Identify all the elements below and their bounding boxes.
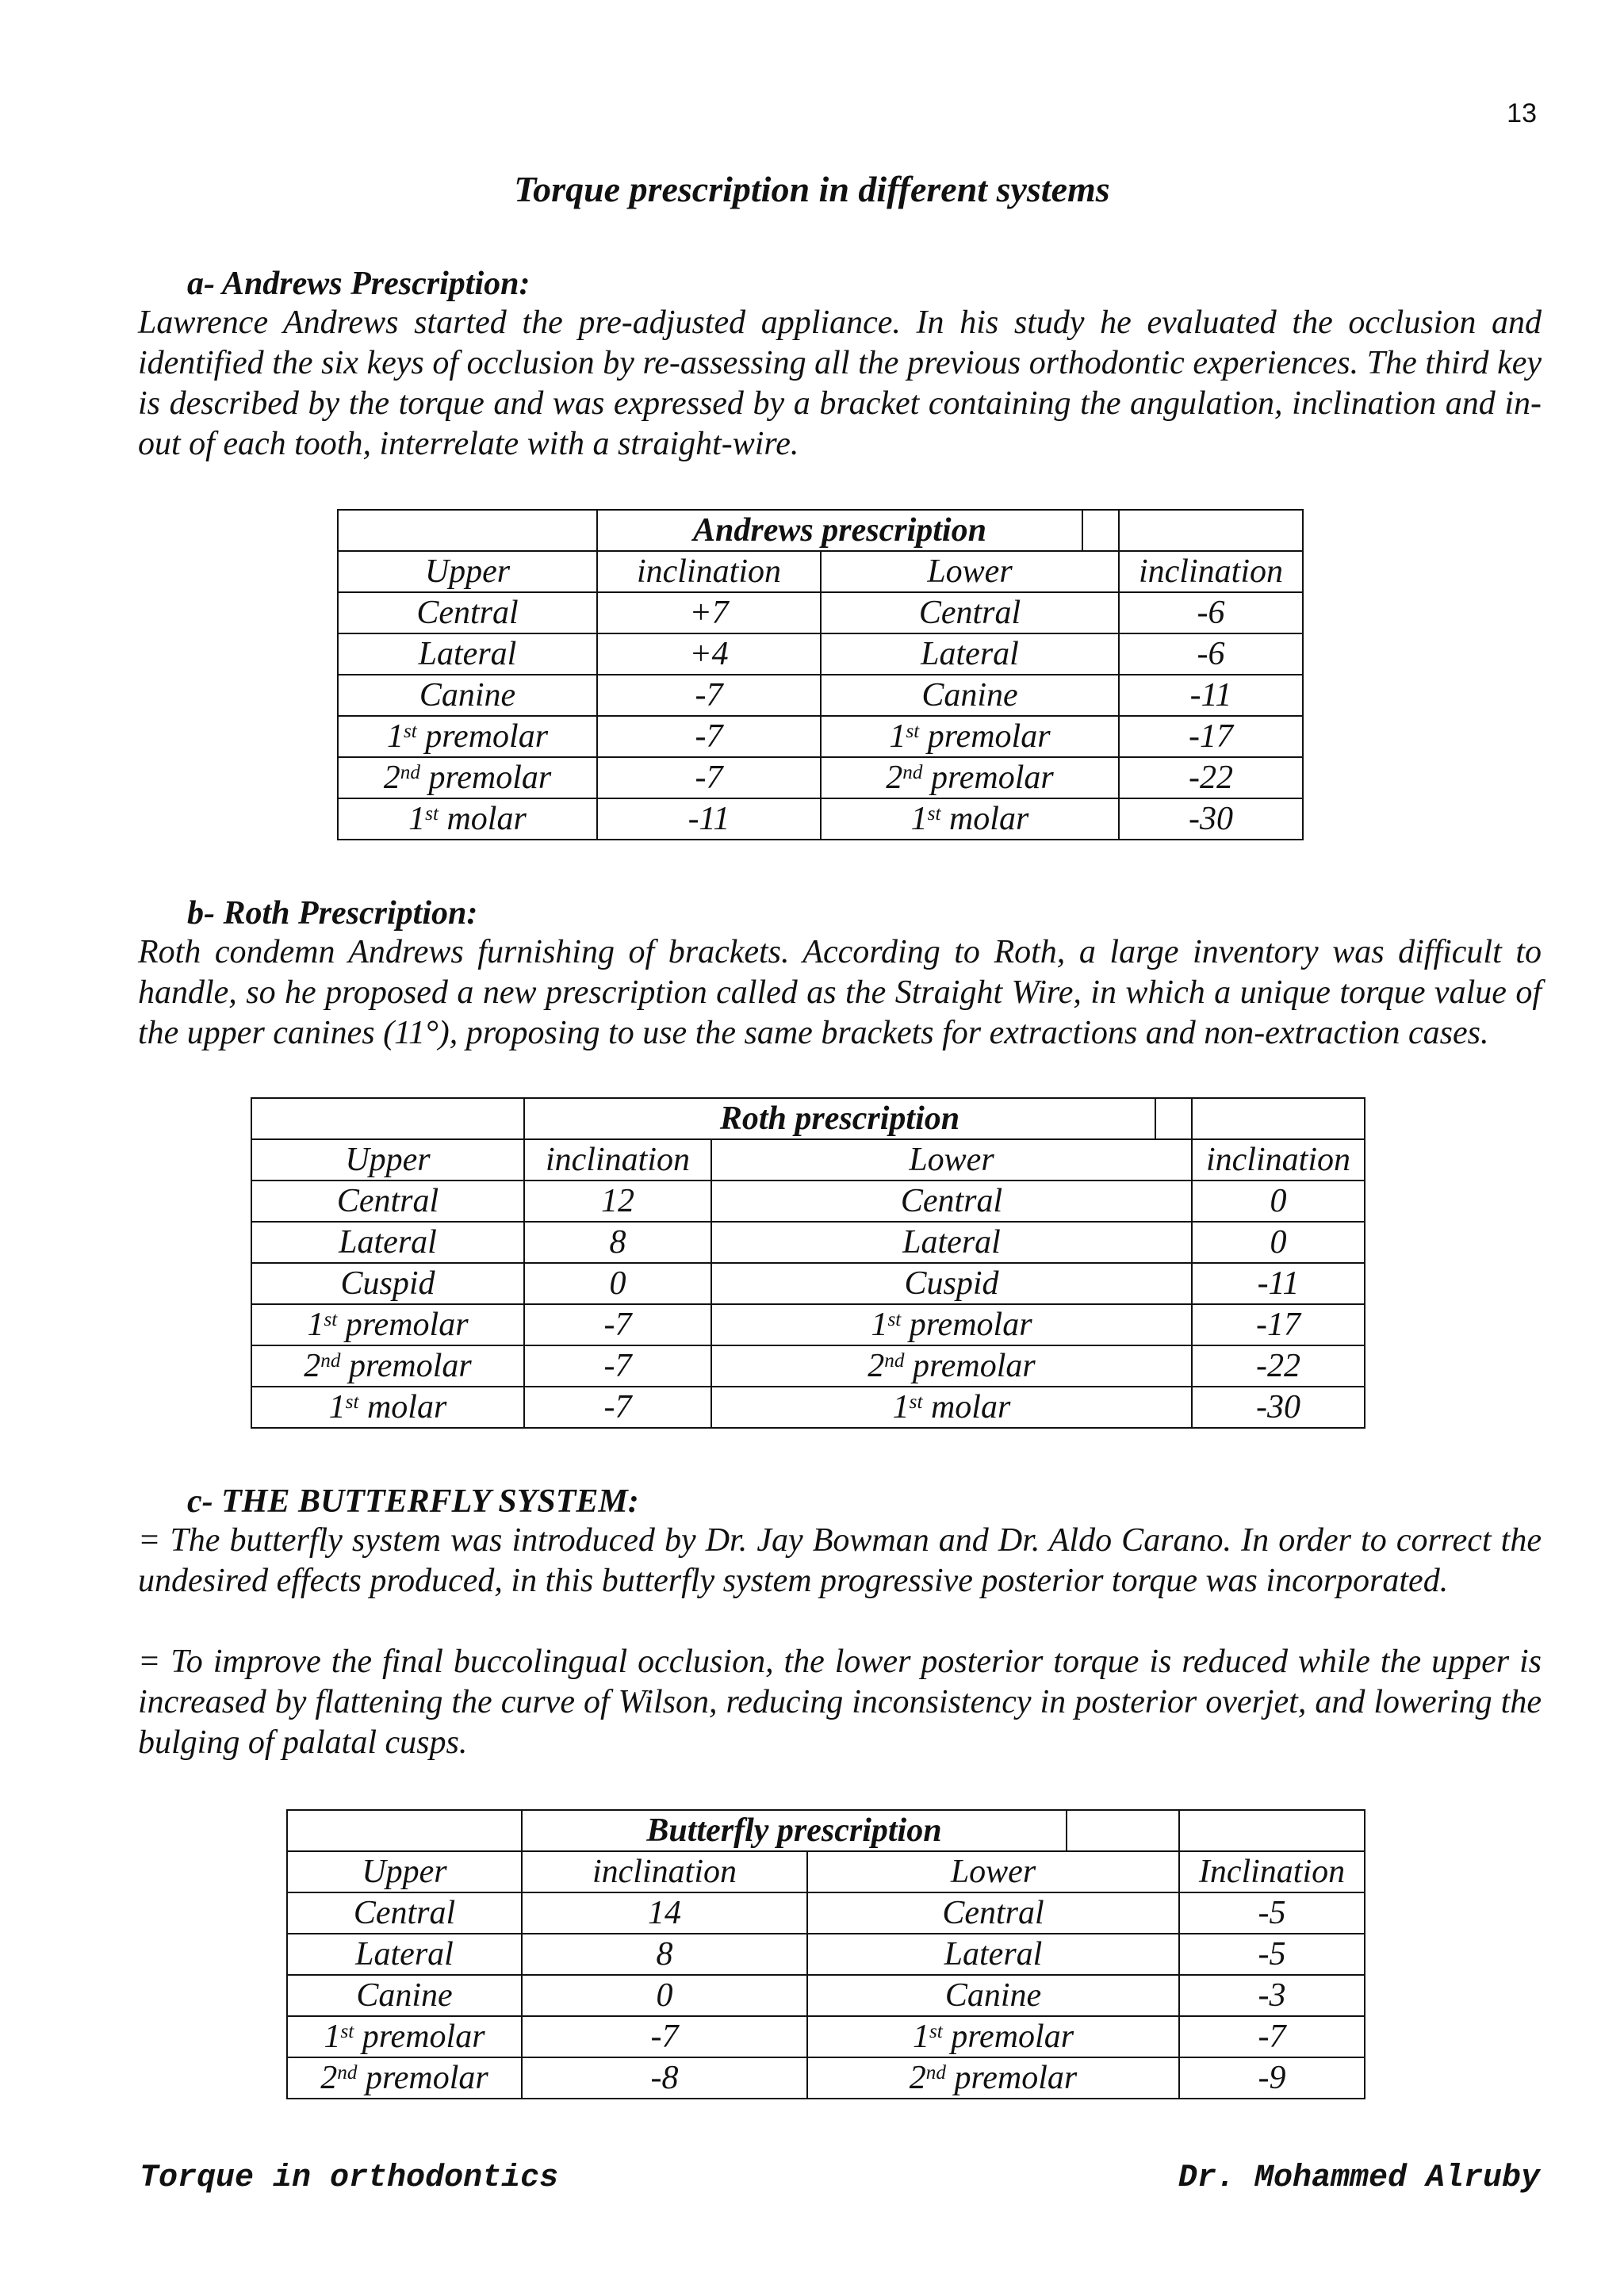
table-cell: -30 [1119,798,1303,840]
table-cell: -6 [1119,592,1303,633]
table-cell: Central [251,1181,524,1222]
table-cell: -17 [1192,1304,1365,1345]
table-cell: -7 [522,2016,807,2057]
table-cell: inclination [1119,551,1303,592]
table-cell: 2nd premolar [821,757,1119,798]
empty-cell [287,1810,522,1851]
table-cell: -3 [1179,1975,1365,2016]
page-title: Torque prescription in different systems [514,169,1110,209]
table-title-row [287,1810,1365,1851]
table-cell: Canine [821,675,1119,716]
table-cell: Canine [338,675,597,716]
roth-table [251,1097,1365,1429]
roth-paragraph: Roth condemn Andrews furnishing of brackets. According to Roth, a large inventory was difficult to handle, so he proposed a new prescription called as the Straight Wire, in which a unique torque value of the upper canines (11°), proposing to use the same brackets for extractions and non-extraction cases. [138,934,1542,1051]
table-row [287,2057,1365,2099]
table-cell: 1st premolar [338,716,597,757]
table-cell: 1st premolar [287,2016,522,2057]
table-cell: Central [807,1892,1179,1934]
table-row [251,1304,1365,1345]
empty-cell [1119,510,1303,551]
roth-heading: b- Roth Prescription: [187,895,478,932]
table-cell: Lateral [711,1222,1192,1263]
table-cell: Lateral [338,633,597,675]
table-cell: -7 [597,675,821,716]
table-header-row [251,1139,1365,1181]
table-row [338,675,1303,716]
table-cell: 2nd premolar [807,2057,1179,2099]
table-cell: 1st premolar [251,1304,524,1345]
table-title: Butterfly prescription [522,1810,1067,1851]
table-header-row [338,551,1303,592]
table-row [251,1263,1365,1304]
andrews-table [337,509,1304,840]
table-row [251,1387,1365,1428]
butterfly-heading: c- THE BUTTERFLY SYSTEM: [187,1483,639,1520]
table-cell: 1st molar [821,798,1119,840]
table-cell: 1st molar [251,1387,524,1428]
table-cell: -7 [1179,2016,1365,2057]
table-cell: 1st premolar [711,1304,1192,1345]
empty-cell [338,510,597,551]
table-cell: -17 [1119,716,1303,757]
table-cell: 1st premolar [821,716,1119,757]
table-cell: 0 [524,1263,711,1304]
table-cell: Central [711,1181,1192,1222]
table-cell: -7 [524,1345,711,1387]
table-cell: -5 [1179,1892,1365,1934]
table-cell: Lateral [251,1222,524,1263]
table-cell: 0 [1192,1222,1365,1263]
table-cell: -9 [1179,2057,1365,2099]
butterfly-paragraph-2: = To improve the final buccolingual occlusion, the lower posterior torque is reduced while the upper is increased by flattening the curve of Wilson, reducing inconsistency in posterior overjet, and lowering the bulging of palatal cusps. [138,1644,1542,1761]
table-title-row [338,510,1303,551]
table-cell: -6 [1119,633,1303,675]
empty-cell [251,1098,524,1139]
table-row [251,1345,1365,1387]
table-header-row [287,1851,1365,1892]
table-cell: 0 [1192,1181,1365,1222]
table-cell: 1st premolar [807,2016,1179,2057]
table-cell: Inclination [1179,1851,1365,1892]
table-cell: -11 [597,798,821,840]
footer-left: Torque in orthodontics [140,2160,559,2196]
table-cell: -22 [1119,757,1303,798]
table-cell: Cuspid [711,1263,1192,1304]
table-cell: -7 [597,716,821,757]
andrews-paragraph: Lawrence Andrews started the pre-adjusted appliance. In his study he evaluated the occlusion and identified the six keys of occlusion by re-assessing all the previous orthodontic experiences. The third key is described by the torque and was expressed by a bracket containing the angulation, inclination and in-out of each tooth, interrelate with a straight-wire. [138,304,1542,462]
table-cell: Upper [338,551,597,592]
empty-cell [1067,1810,1179,1851]
table-cell: inclination [522,1851,807,1892]
table-cell: -11 [1119,675,1303,716]
empty-cell [1179,1810,1365,1851]
table-cell: Lateral [807,1934,1179,1975]
table-cell: -8 [522,2057,807,2099]
table-cell: Lower [821,551,1119,592]
table-title: Roth prescription [524,1098,1155,1139]
empty-cell [1192,1098,1365,1139]
table-cell: -7 [524,1387,711,1428]
table-cell: Cuspid [251,1263,524,1304]
table-row [251,1222,1365,1263]
table-title: Andrews prescription [597,510,1082,551]
table-row [338,633,1303,675]
table-cell: Canine [287,1975,522,2016]
table-cell: Central [338,592,597,633]
andrews-heading: a- Andrews Prescription: [187,266,530,302]
table-cell: 2nd premolar [338,757,597,798]
table-cell: 8 [524,1222,711,1263]
table-title-row [251,1098,1365,1139]
table-cell: 1st molar [338,798,597,840]
footer-right: Dr. Mohammed Alruby [1178,2160,1540,2196]
table-row [287,1975,1365,2016]
table-cell: 2nd premolar [287,2057,522,2099]
table-cell: 1st molar [711,1387,1192,1428]
empty-cell [1082,510,1119,551]
table-cell: -7 [524,1304,711,1345]
table-cell: +7 [597,592,821,633]
table-cell: Upper [251,1139,524,1181]
table-cell: Lateral [287,1934,522,1975]
table-cell: 12 [524,1181,711,1222]
table-row [338,757,1303,798]
butterfly-paragraph-1: = The butterfly system was introduced by Dr. Jay Bowman and Dr. Aldo Carano. In order to correct the undesired effects produced, in this butterfly system progressive posterior torque was incorporated. [138,1522,1542,1599]
table-row [251,1181,1365,1222]
table-cell: Upper [287,1851,522,1892]
table-cell: Central [287,1892,522,1934]
table-cell: Lower [807,1851,1179,1892]
table-cell: inclination [524,1139,711,1181]
empty-cell [1155,1098,1192,1139]
table-cell: Lateral [821,633,1119,675]
butterfly-table [286,1809,1365,2099]
table-cell: -30 [1192,1387,1365,1428]
table-cell: Central [821,592,1119,633]
table-cell: -22 [1192,1345,1365,1387]
table-row [287,1934,1365,1975]
table-cell: 2nd premolar [251,1345,524,1387]
page-number: 13 [1507,98,1537,128]
table-cell: -5 [1179,1934,1365,1975]
table-cell: inclination [597,551,821,592]
table-cell: 8 [522,1934,807,1975]
table-cell: Lower [711,1139,1192,1181]
table-cell: -11 [1192,1263,1365,1304]
table-row [338,716,1303,757]
table-row [338,798,1303,840]
table-cell: 2nd premolar [711,1345,1192,1387]
table-cell: +4 [597,633,821,675]
table-row [287,1892,1365,1934]
table-row [338,592,1303,633]
table-cell: 14 [522,1892,807,1934]
table-cell: 0 [522,1975,807,2016]
table-row [287,2016,1365,2057]
table-cell: inclination [1192,1139,1365,1181]
table-cell: Canine [807,1975,1179,2016]
table-cell: -7 [597,757,821,798]
